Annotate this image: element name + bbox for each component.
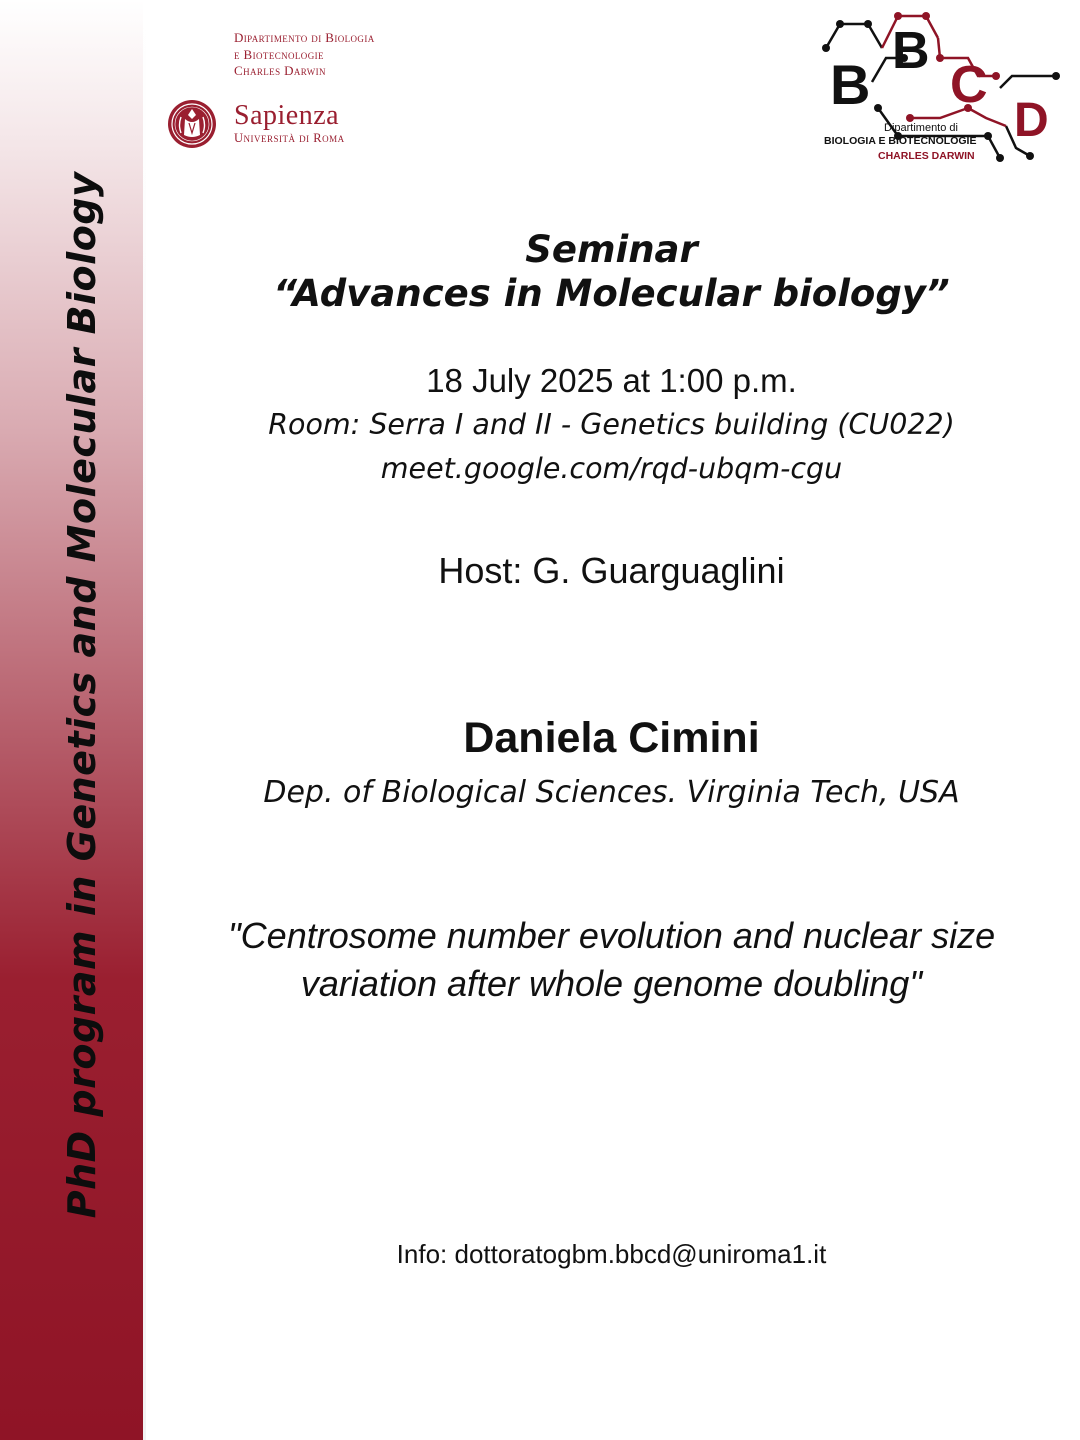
logo-caption-line1: Dipartimento di bbox=[884, 122, 958, 134]
university-name: Sapienza bbox=[234, 100, 340, 131]
talk-title-line: variation after whole genome doubling" bbox=[300, 963, 923, 1004]
seminar-label: Seminar bbox=[525, 228, 698, 271]
series-title: “Advances in Molecular biology” bbox=[273, 272, 950, 315]
event-room: Room: Serra I and II - Genetics building (CU022) bbox=[268, 408, 955, 441]
speaker-name: Daniela Cimini bbox=[463, 714, 760, 762]
bbcd-logo bbox=[820, 8, 1060, 164]
logo-letter-b1: B bbox=[830, 53, 871, 116]
logo-caption-line3: CHARLES DARWIN bbox=[878, 150, 975, 162]
logo-letter-d: D bbox=[1014, 94, 1049, 147]
sapienza-wordmark bbox=[234, 101, 345, 145]
talk-title-line: "Centrosome number evolution and nuclear size bbox=[227, 915, 996, 956]
speaker-affiliation: Dep. of Biological Sciences. Virginia Tech, USA bbox=[263, 775, 960, 810]
logo-letter-c: C bbox=[950, 56, 988, 114]
university-subtitle: Università di Roma bbox=[234, 131, 345, 145]
department-line: Dipartimento di Biologia bbox=[234, 30, 375, 45]
department-line: e Biotecnologie bbox=[234, 46, 324, 62]
event-host: Host: G. Guarguaglini bbox=[438, 550, 785, 591]
logo-letter-b2: B bbox=[892, 22, 930, 80]
meeting-link[interactable]: meet.google.com/rqd-ubqm-cgu bbox=[380, 452, 843, 485]
phd-program-vertical-title: PhD program in Genetics and Molecular Biology bbox=[60, 171, 104, 1219]
seminar-heading bbox=[143, 228, 1080, 316]
department-line: Charles Darwin bbox=[234, 63, 326, 78]
event-date-time: 18 July 2025 at 1:00 p.m. bbox=[426, 362, 797, 399]
contact-info[interactable]: Info: dottoratogbm.bbcd@uniroma1.it bbox=[396, 1239, 827, 1269]
department-name bbox=[234, 30, 375, 80]
talk-title bbox=[143, 912, 1080, 1008]
sapienza-seal-icon bbox=[167, 95, 217, 153]
logo-caption-line2: BIOLOGIA E BIOTECNOLOGIE bbox=[824, 135, 977, 147]
